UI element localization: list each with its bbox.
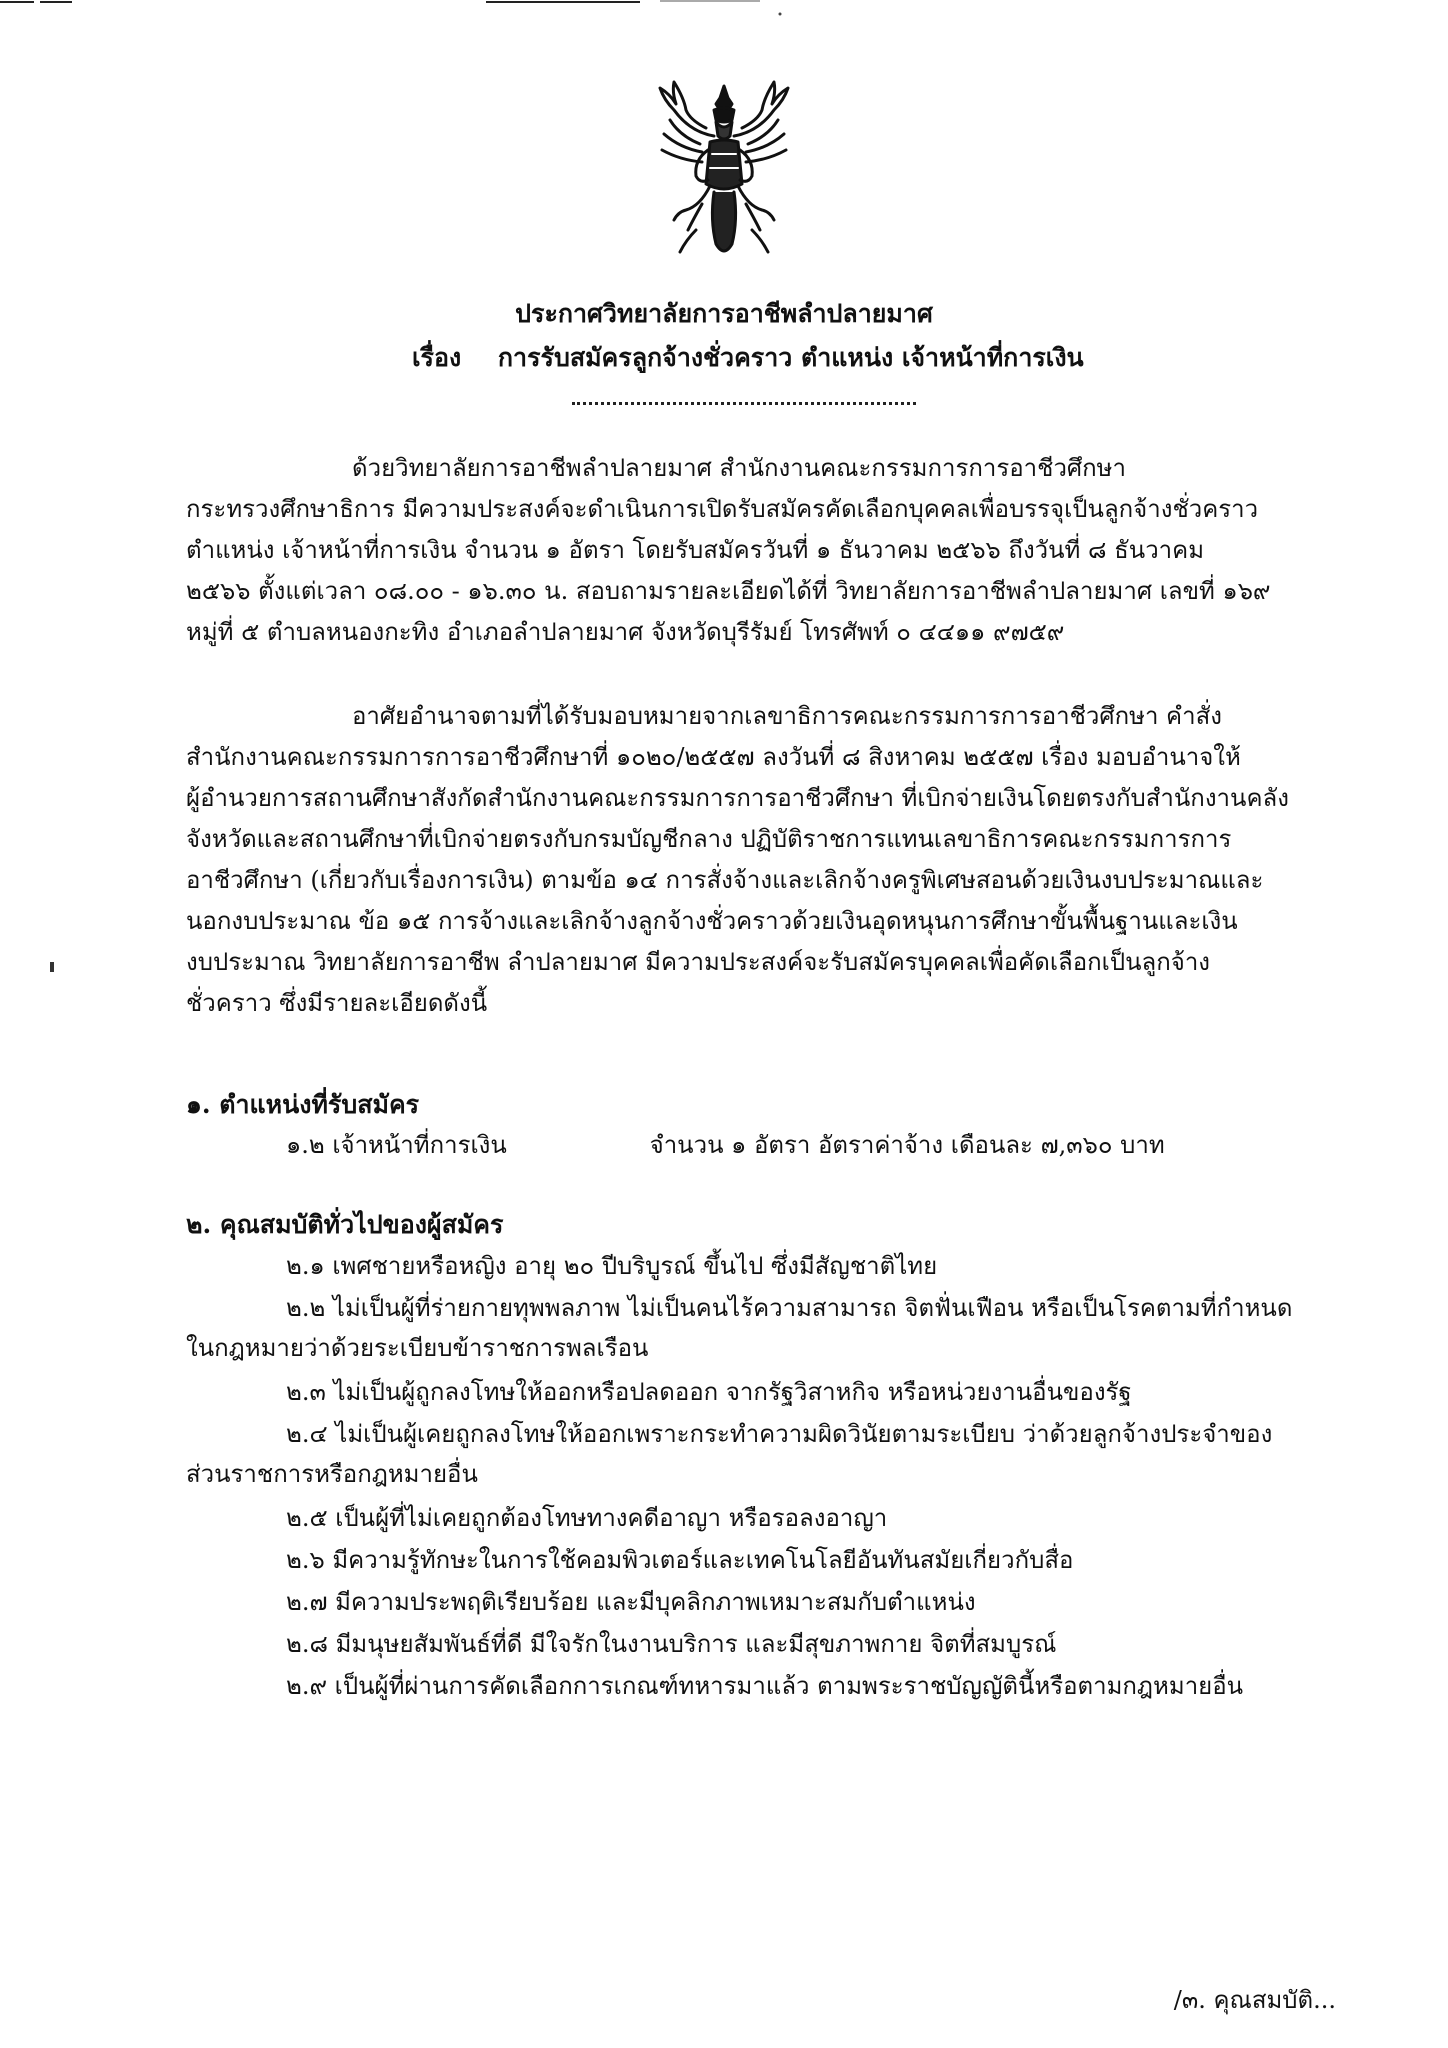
qualification-line: ๒.๗ มีความประพฤติเรียบร้อย และมีบุคลิกภาพเหมาะสมกับตำแหน่ง [286,1588,976,1616]
paragraph-line: สำนักงานคณะกรรมการการอาชีวศึกษาที่ ๑๐๒๐/๒๕๕๗ ลงวันที่ ๘ สิงหาคม ๒๕๕๗ เรื่อง มอบอำนาจให้ [186,743,1241,771]
section-positions-heading: ๑. ตำแหน่งที่รับสมัคร [186,1090,420,1119]
paragraph-line: จังหวัดและสถานศึกษาที่เบิกจ่ายตรงกับกรมบัญชีกลาง ปฏิบัติราชการแทนเลขาธิการคณะกรรมการการ [186,825,1232,853]
qualification-line: ๒.๘ มีมนุษยสัมพันธ์ที่ดี มีใจรักในงานบริการ และมีสุขภาพกาย จิตที่สมบูรณ์ [286,1630,1057,1658]
qualification-line: ๒.๒ ไม่เป็นผู้ที่ร่ายกายทุพพลภาพ ไม่เป็นคนไร้ความสามารถ จิตฟั่นเฟือน หรือเป็นโรคตามที่กำหนด [286,1294,1293,1322]
garuda-emblem-icon [650,80,798,260]
qualification-line: ส่วนราชการหรือกฎหมายอื่น [186,1460,478,1488]
title-divider [572,402,916,405]
qualification-line: ๒.๔ ไม่เป็นผู้เคยถูกลงโทษให้ออกเพราะกระทำความผิดวินัยตามระเบียบ ว่าด้วยลูกจ้างประจำของ [286,1420,1273,1448]
continued-next-page: /๓. คุณสมบัติ... [1173,1986,1336,2014]
scan-artifact-marks [0,0,1448,20]
qualification-item [186,1666,1311,1706]
qualification-line: ๒.๖ มีความรู้ทักษะในการใช้คอมพิวเตอร์และเทคโนโลยีอันทันสมัยเกี่ยวกับสื่อ [286,1546,1074,1574]
qualification-line: ในกฎหมายว่าด้วยระเบียบข้าราชการพลเรือน [186,1334,649,1362]
paragraph-line: ด้วยวิทยาลัยการอาชีพลำปลายมาศ สำนักงานคณะกรรมการการอาชีวศึกษา [352,454,1126,482]
scan-speck [50,962,54,972]
position-detail: จำนวน ๑ อัตรา อัตราค่าจ้าง เดือนละ ๗,๓๖๐ บาท [649,1131,1165,1159]
announcement-subject [412,340,1084,376]
qualification-line: ๒.๕ เป็นผู้ที่ไม่เคยถูกต้องโทษทางคดีอาญา หรือรอลงอาญา [286,1504,888,1532]
qualification-line: ๒.๑ เพศชายหรือหญิง อายุ ๒๐ ปีบริบูรณ์ ขึ้นไป ซึ่งมีสัญชาติไทย [286,1252,938,1280]
position-row [286,1126,1165,1164]
paragraph-line: ผู้อำนวยการสถานศึกษาสังกัดสำนักงานคณะกรรมการการอาชีวศึกษา ที่เบิกจ่ายเงินโดยตรงกับสำนักงานคลัง [186,784,1289,812]
authority-paragraph [186,696,1311,1024]
qualification-item [186,1582,1311,1622]
paragraph-line: หมู่ที่ ๕ ตำบลหนองกะทิง อำเภอลำปลายมาศ จังหวัดบุรีรัมย์ โทรศัพท์ ๐ ๔๔๑๑ ๙๗๕๙ [186,618,1065,646]
paragraph-line: นอกงบประมาณ ข้อ ๑๕ การจ้างและเลิกจ้างลูกจ้างชั่วคราวด้วยเงินอุดหนุนการศึกษาขั้นพื้นฐานและเงิน [186,907,1238,935]
subject-label: เรื่อง [412,343,462,372]
paragraph-line: กระทรวงศึกษาธิการ มีความประสงค์จะดำเนินการเปิดรับสมัครคัดเลือกบุคคลเพื่อบรรจุเป็นลูกจ้างชั่วคราว [186,495,1259,523]
paragraph-line: ชั่วคราว ซึ่งมีรายละเอียดดังนี้ [186,989,488,1017]
qualification-item [186,1498,1311,1538]
qualification-line: ๒.๙ เป็นผู้ที่ผ่านการคัดเลือกการเกณฑ์ทหารมาแล้ว ตามพระราชบัญญัตินี้หรือตามกฎหมายอื่น [286,1672,1244,1700]
intro-paragraph [186,448,1311,653]
qualification-item [186,1624,1311,1664]
position-name: ๑.๒ เจ้าหน้าที่การเงิน [286,1131,507,1159]
paragraph-line: อาชีวศึกษา (เกี่ยวกับเรื่องการเงิน) ตามข้อ ๑๔ การสั่งจ้างและเลิกจ้างครูพิเศษสอนด้วยเงินงบประมาณและ [186,866,1264,894]
paragraph-line: งบประมาณ วิทยาลัยการอาชีพ ลำปลายมาศ มีความประสงค์จะรับสมัครบุคคลเพื่อคัดเลือกเป็นลูกจ้าง [186,948,1211,976]
section-qualifications-heading: ๒. คุณสมบัติทั่วไปของผู้สมัคร [186,1210,504,1239]
qualification-item [186,1246,1311,1286]
qualification-item [186,1414,1311,1494]
qualification-item [186,1372,1311,1412]
announcement-title: ประกาศวิทยาลัยการอาชีพลำปลายมาศ [515,299,933,328]
paragraph-line: ๒๕๖๖ ตั้งแต่เวลา ๐๘.๐๐ - ๑๖.๓๐ น. สอบถามรายละเอียดได้ที่ วิทยาลัยการอาชีพลำปลายมาศ เลขที่ ๑๖๙ [186,577,1271,605]
qualification-item [186,1288,1311,1368]
qualification-item [186,1540,1311,1580]
paragraph-line: ตำแหน่ง เจ้าหน้าที่การเงิน จำนวน ๑ อัตรา โดยรับสมัครวันที่ ๑ ธันวาคม ๒๕๖๖ ถึงวันที่ ๘ ธันวาคม [186,536,1205,564]
paragraph-line: อาศัยอำนาจตามที่ได้รับมอบหมายจากเลขาธิการคณะกรรมการการอาชีวศึกษา คำสั่ง [352,702,1222,730]
qualification-line: ๒.๓ ไม่เป็นผู้ถูกลงโทษให้ออกหรือปลดออก จากรัฐวิสาหกิจ หรือหน่วยงานอื่นของรัฐ [286,1378,1132,1406]
subject-text: การรับสมัครลูกจ้างชั่วคราว ตำแหน่ง เจ้าหน้าที่การเงิน [497,343,1084,372]
